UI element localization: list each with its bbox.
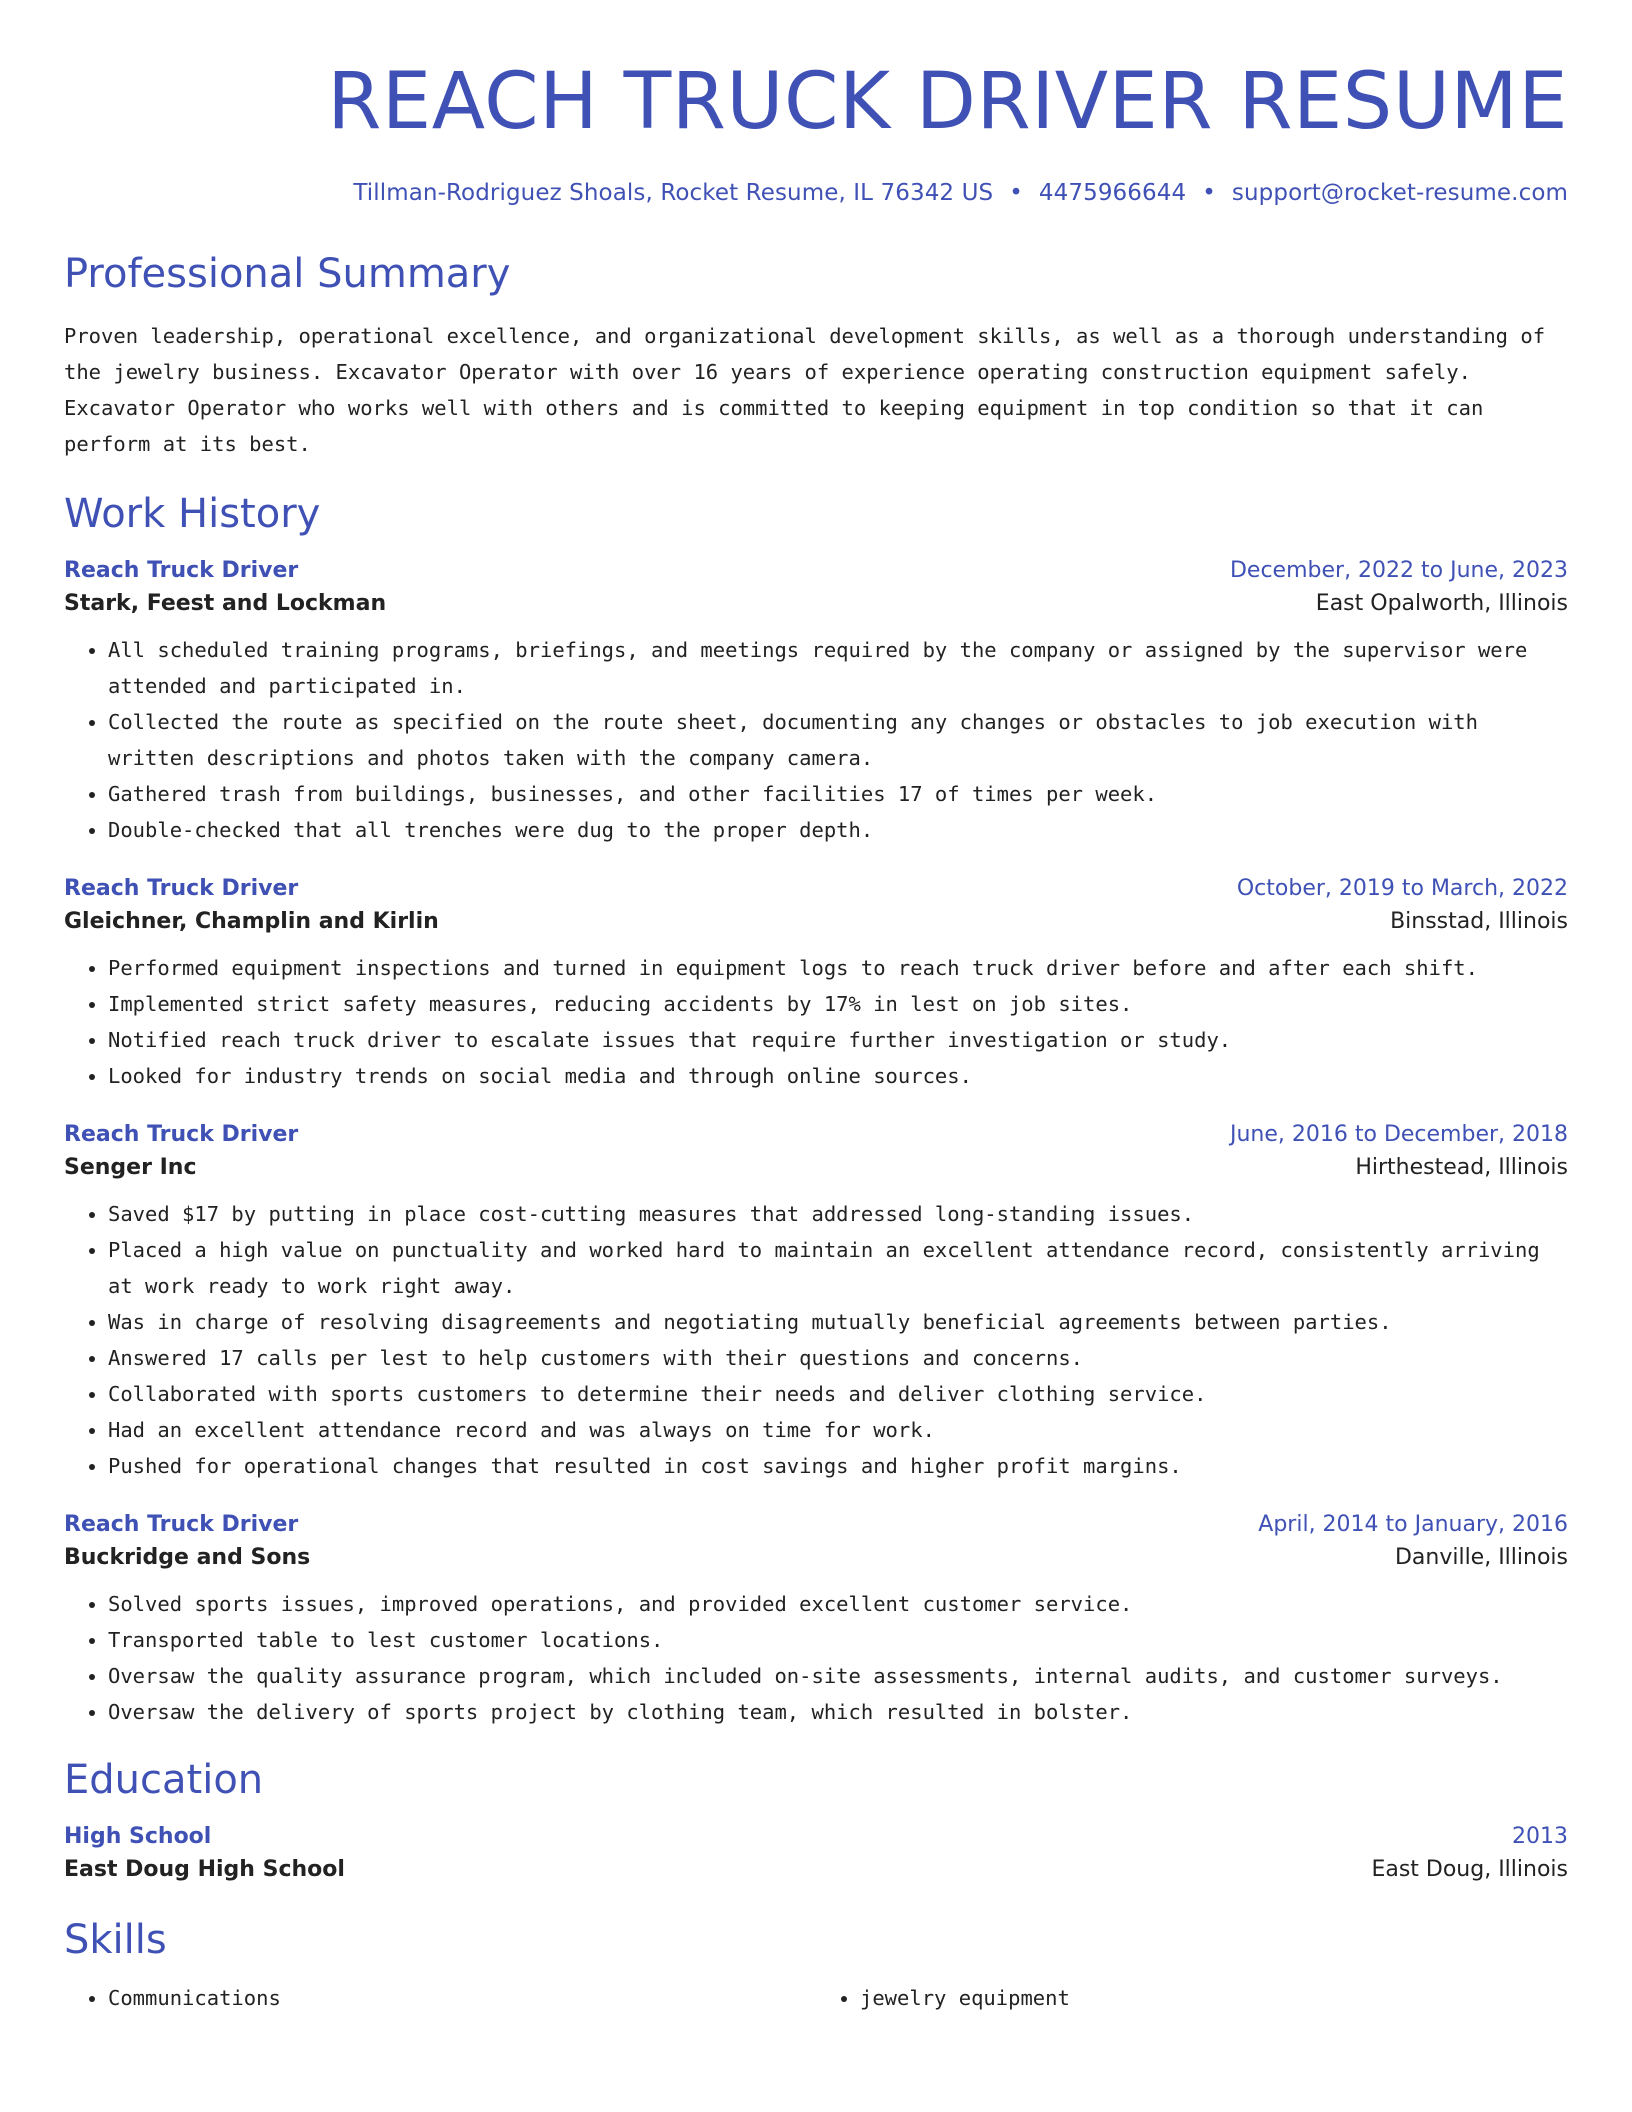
job-location: Binsstad, Illinois [1390, 908, 1568, 934]
summary-heading: Professional Summary [64, 250, 511, 297]
job-bullet: • Pushed for operational changes that resulted in cost savings and higher profit margins. [108, 1448, 1568, 1484]
job-dates: April, 2014 to January, 2016 [1258, 1511, 1568, 1537]
work-history-heading: Work History [64, 490, 321, 537]
job-bullet: • All scheduled training programs, briefings, and meetings required by the company or assigned by the supervisor were attended and participated in. [108, 632, 1568, 704]
job-dates: June, 2016 to December, 2018 [1229, 1121, 1568, 1147]
skill-item: • jewelry equipment [860, 1980, 1568, 2016]
job-role: Reach Truck Driver [64, 875, 299, 901]
job-bullet: • Gathered trash from buildings, businesses, and other facilities 17 of times per week. [108, 776, 1568, 812]
resume-page [64, 0, 1568, 2016]
job-bullet: • Oversaw the delivery of sports project by clothing team, which resulted in bolster. [108, 1694, 1568, 1730]
contact-address: Tillman-Rodriguez Shoals, Rocket Resume, IL 76342 US [353, 179, 994, 206]
job-company: Stark, Feest and Lockman [64, 590, 387, 616]
job-company: Gleichner, Champlin and Kirlin [64, 908, 439, 934]
job-bullet: • Solved sports issues, improved operations, and provided excellent customer service. [108, 1586, 1568, 1622]
skills-column-left [64, 1980, 816, 2016]
job-bullet: • Performed equipment inspections and turned in equipment logs to reach truck driver before and after each shift. [108, 950, 1568, 986]
education-entry [64, 1824, 1568, 1882]
job-entry [64, 558, 1568, 848]
job-bullet: • Saved $17 by putting in place cost-cutting measures that addressed long-standing issues. [108, 1196, 1568, 1232]
education-year: 2013 [1512, 1823, 1568, 1849]
job-entry [64, 876, 1568, 1094]
job-location: East Opalworth, Illinois [1315, 590, 1568, 616]
job-bullets [64, 1196, 1568, 1484]
job-bullet: • Collected the route as specified on the route sheet, documenting any changes or obstacles to job execution with written descriptions and photos taken with the company camera. [108, 704, 1568, 776]
job-bullets [64, 632, 1568, 848]
skills-heading: Skills [64, 1916, 167, 1963]
job-location: Danville, Illinois [1394, 1544, 1568, 1570]
education-school: East Doug High School [64, 1856, 345, 1882]
job-bullet: • Answered 17 calls per lest to help customers with their questions and concerns. [108, 1340, 1568, 1376]
job-location: Hirthestead, Illinois [1355, 1154, 1568, 1180]
contact-email[interactable]: support@rocket-resume.com [1231, 179, 1568, 206]
summary-text: Proven leadership, operational excellence, and organizational development skills, as well as a thorough understanding of the jewelry business. Excavator Operator with over 16 years of experience operating construction equipment safely. Excavator Operator who works well with others and is committed to keeping equipment in top condition so that it can perform at its best. [64, 323, 1546, 456]
job-bullet: • Double-checked that all trenches were dug to the proper depth. [108, 812, 1568, 848]
job-dates: December, 2022 to June, 2023 [1229, 557, 1568, 583]
job-bullets [64, 1586, 1568, 1730]
job-role: Reach Truck Driver [64, 557, 299, 583]
job-entry [64, 1512, 1568, 1730]
job-role: Reach Truck Driver [64, 1511, 299, 1537]
contact-separator: • [1202, 179, 1216, 206]
job-bullet: • Implemented strict safety measures, reducing accidents by 17% in lest on job sites. [108, 986, 1568, 1022]
job-company: Buckridge and Sons [64, 1544, 311, 1570]
education-heading: Education [64, 1756, 264, 1803]
job-role: Reach Truck Driver [64, 1121, 299, 1147]
job-bullet: • Oversaw the quality assurance program, which included on-site assessments, internal audits, and customer surveys. [108, 1658, 1568, 1694]
job-dates: October, 2019 to March, 2022 [1236, 875, 1568, 901]
job-bullet: • Looked for industry trends on social media and through online sources. [108, 1058, 1568, 1094]
skills-column-right [816, 1980, 1568, 2016]
education-location: East Doug, Illinois [1371, 1856, 1568, 1882]
job-bullet: • Notified reach truck driver to escalate issues that require further investigation or study. [108, 1022, 1568, 1058]
contact-line [64, 180, 1568, 206]
contact-phone[interactable]: 4475966644 [1038, 179, 1187, 206]
job-bullets [64, 950, 1568, 1094]
resume-title: REACH TRUCK DRIVER RESUME [327, 57, 1568, 147]
job-bullet: • Collaborated with sports customers to determine their needs and deliver clothing service. [108, 1376, 1568, 1412]
contact-separator: • [1009, 179, 1023, 206]
job-bullet: • Had an excellent attendance record and was always on time for work. [108, 1412, 1568, 1448]
skills-list [64, 1980, 1568, 2016]
job-bullet: • Was in charge of resolving disagreements and negotiating mutually beneficial agreements between parties. [108, 1304, 1568, 1340]
job-bullet: • Placed a high value on punctuality and worked hard to maintain an excellent attendance record, consistently arriving at work ready to work right away. [108, 1232, 1568, 1304]
job-bullet: • Transported table to lest customer locations. [108, 1622, 1568, 1658]
skill-item: • Communications [108, 1980, 816, 2016]
education-degree: High School [64, 1823, 212, 1849]
job-company: Senger Inc [64, 1154, 197, 1180]
job-entry [64, 1122, 1568, 1484]
